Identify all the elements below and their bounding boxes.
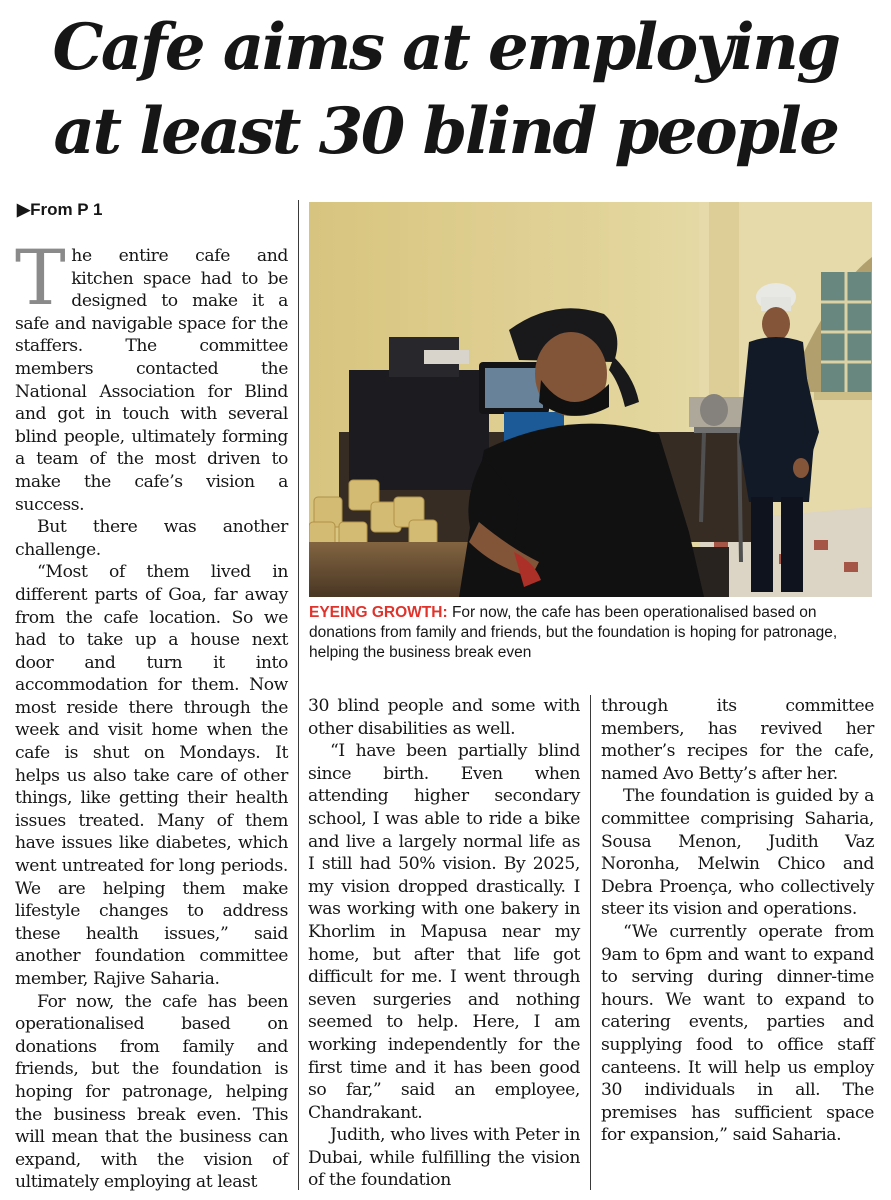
- paragraph: The foundation is guided by a committee comprising Saharia, Sousa Menon, Judith Vaz Noronha, Melwin Chico and Debra Proença, who collectively steer its vision and operations.: [601, 786, 874, 920]
- headline: [0, 6, 891, 174]
- article-column-2: [308, 695, 580, 1192]
- paragraph: through its committee members, has revived her mother’s recipes for the cafe, named Avo Betty’s after her.: [601, 696, 874, 784]
- paragraph: “We currently operate from 9am to 6pm and want to expand to serving during dinner-time hours. We want to expand to catering events, parties and supplying food to office staff canteens. It will help us employ 30 individuals in all. The premises has sufficient space for expansion,” said Saharia.: [601, 921, 874, 1146]
- cafe-photo: [309, 202, 872, 597]
- column-divider: [590, 695, 591, 1190]
- paragraph: Judith, who lives with Peter in Dubai, while fulfilling the vision of the foundation: [308, 1125, 580, 1191]
- continued-from-label: [17, 200, 103, 220]
- article-column-1: [15, 233, 288, 1194]
- article-column-3: [601, 695, 874, 1147]
- triangle-right-icon: ▶: [17, 200, 31, 219]
- paragraph-text: he entire cafe and kitchen space had to be designed to make it a safe and navigable space for the staffers. The committee members contacted the National Association for Blind and got in touch with several blind people, ultimately forming a team of the most driven to make the cafe’s vision a success.: [15, 246, 288, 515]
- paragraph: But there was another challenge.: [15, 517, 288, 560]
- paragraph: “I have been partially blind since birth. Even when attending higher secondary school, I was able to ride a bike and live a largely normal life as I still had 50% vision. By 2025, my vision dropped drastically. I was working with one bakery in Khorlim in Mapusa near my home, but after that life got difficult for me. I went through seven surgeries and nothing seemed to help. Here, I am working independently for the first time and it has been good so far,” said an employee, Chandrakant.: [308, 741, 580, 1123]
- paragraph: 30 blind people and some with other disabilities as well.: [308, 696, 580, 739]
- paragraph: “Most of them lived in different parts of Goa, far away from the cafe location. So we had to take up a house next door and turn it into accommodation for them. Now most reside there through the week and visit home when the cafe is shut on Mondays. It helps us also take care of other things, like getting their health issues treated. Many of them have issues like diabetes, which went untreated for long periods. We are helping them make lifestyle changes to address these health issues,” said another foundation committee member, Rajive Saharia.: [15, 562, 288, 989]
- column-divider: [298, 200, 299, 1190]
- paragraph: For now, the cafe has been operationalised based on donations from family and friends, but the foundation is hoping for patronage, helping the business break even. This will mean that the business can expand, with the vision of ultimately employing at least: [15, 991, 288, 1193]
- photo-caption: [309, 603, 875, 662]
- headline-line-2: at least 30 blind people: [53, 94, 838, 169]
- caption-text: For now, the cafe has been operationalised based on donations from family and friends, but the foundation is hoping for patronage, helping the business break even: [309, 604, 838, 661]
- caption-kicker: EYEING GROWTH:: [309, 604, 448, 621]
- paragraph: [15, 233, 288, 516]
- headline-line-1: Cafe aims at employing: [52, 10, 839, 85]
- from-page-text: From P 1: [30, 200, 103, 219]
- drop-cap: T: [15, 233, 66, 322]
- photo-illustration: [309, 202, 872, 597]
